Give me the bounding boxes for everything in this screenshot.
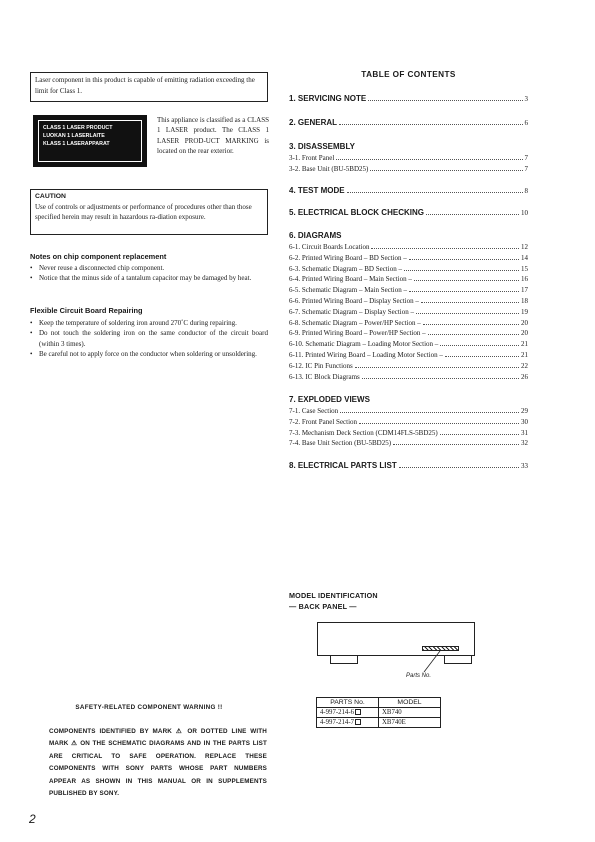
toc-entry-page: 18	[521, 297, 528, 305]
toc-entry-page: 31	[521, 428, 528, 437]
toc-entry[interactable]	[289, 243, 528, 251]
toc-entry-page: 21	[521, 351, 528, 359]
list-item: • Do not touch the soldering iron on the same conductor of the circuit board (within 3 times).	[30, 328, 268, 349]
leader-dots	[368, 95, 522, 101]
column-header: PARTS No.	[317, 698, 379, 708]
toc-entry[interactable]	[289, 118, 528, 127]
toc-entry[interactable]	[289, 308, 528, 316]
caution-box	[30, 189, 268, 235]
table-cell-part	[317, 718, 379, 728]
leader-dots	[336, 154, 522, 160]
toc-entry-label: 6-7. Schematic Diagram – Display Section –	[289, 307, 414, 316]
toc-entry[interactable]	[289, 319, 528, 327]
table-cell-part	[317, 708, 379, 718]
parts-number-leader-line	[418, 650, 448, 674]
toc-entry-label: 3-2. Base Unit (BU-5BD25)	[289, 165, 369, 173]
table-row	[317, 718, 441, 728]
panel-foot-left	[330, 656, 358, 664]
leader-dots	[440, 340, 519, 346]
table-cell-model: XB740	[379, 708, 441, 718]
toc-entry-label: 7-2. Front Panel Section	[289, 417, 358, 426]
toc-entry-label: 7-3. Mechanism Deck Section (CDM14FLS-5BD25)	[289, 428, 438, 437]
toc-entry[interactable]	[289, 208, 528, 217]
page-number: 2	[29, 812, 36, 826]
leader-dots	[393, 439, 519, 445]
checkbox-symbol-icon	[355, 719, 361, 725]
class1-laser-label	[33, 115, 147, 167]
toc-entry[interactable]	[289, 254, 528, 262]
toc-entry-page: 8	[524, 187, 528, 195]
toc-section-heading: 3. DISASSEMBLY	[289, 142, 355, 151]
flexible-board-title: Flexible Circuit Board Repairing	[30, 306, 143, 315]
leader-dots	[339, 119, 522, 125]
panel-foot-right	[444, 656, 472, 664]
toc-entry-page: 7	[524, 165, 528, 173]
leader-dots	[371, 243, 519, 249]
toc-entry-label: 6-5. Schematic Diagram – Main Section –	[289, 286, 407, 295]
toc-entry-page: 22	[521, 361, 528, 370]
laser-notice-text: Laser component in this product is capable of emitting radiation exceeding the limit for Class 1.	[35, 76, 255, 95]
leader-dots	[404, 265, 519, 271]
list-item: • Notice that the minus side of a tantalum capacitor may be damaged by heat.	[30, 273, 268, 283]
toc-entry-page: 10	[521, 209, 528, 217]
toc-entry[interactable]	[289, 154, 528, 162]
leader-dots	[414, 275, 519, 281]
toc-entry[interactable]	[289, 165, 528, 173]
toc-entry-page: 21	[521, 340, 528, 349]
toc-entry[interactable]	[289, 407, 528, 415]
toc-entry[interactable]	[289, 265, 528, 273]
toc-entry-label: 8. ELECTRICAL PARTS LIST	[289, 461, 397, 470]
list-item: • Keep the temperature of soldering iron around 270˚C during repairing.	[30, 318, 268, 328]
toc-entry-label: 6-4. Printed Wiring Board – Main Section –	[289, 275, 412, 284]
leader-dots	[362, 373, 519, 379]
leader-dots	[428, 329, 519, 335]
toc-entry-page: 16	[521, 275, 528, 284]
parts-no-label: Parts No.	[406, 673, 432, 679]
flexible-board-list	[30, 318, 268, 360]
leader-dots	[355, 362, 519, 368]
toc-entry[interactable]	[289, 275, 528, 283]
leader-dots	[409, 286, 519, 292]
toc-entry-page: 6	[524, 119, 528, 127]
toc-entry-label: 6-2. Printed Wiring Board – BD Section –	[289, 253, 407, 262]
leader-dots	[409, 254, 519, 260]
safety-warning-title: SAFETY-RELATED COMPONENT WARNING !!	[75, 704, 223, 711]
leader-dots	[445, 351, 519, 357]
table-cell-model: XB740E	[379, 718, 441, 728]
part-number: 4-997-214-7	[320, 719, 354, 726]
toc-entry-label: 7-4. Base Unit Section (BU-5BD25)	[289, 439, 392, 448]
leader-dots	[359, 418, 519, 424]
leader-dots	[416, 308, 519, 314]
toc-title: TABLE OF CONTENTS	[361, 70, 456, 79]
toc-entry[interactable]	[289, 429, 528, 437]
leader-dots	[440, 429, 519, 435]
leader-dots	[340, 407, 519, 413]
toc-entry-label: 6-11. Printed Wiring Board – Loading Motor Section –	[289, 351, 443, 359]
toc-entry-page: 26	[521, 372, 528, 381]
checkbox-symbol-icon	[355, 709, 361, 715]
toc-entry[interactable]	[289, 186, 528, 195]
leader-dots	[399, 462, 519, 468]
class1-laser-label-inner	[38, 120, 142, 162]
part-number: 4-997-214-6	[320, 709, 354, 716]
parts-model-table	[316, 697, 441, 728]
toc-entry[interactable]	[289, 362, 528, 370]
label-line: CLASS 1 LASER PRODUCT	[43, 125, 113, 131]
leader-dots	[426, 209, 519, 215]
toc-entry-page: 30	[521, 417, 528, 426]
toc-entry[interactable]	[289, 94, 528, 103]
toc-entry[interactable]	[289, 329, 528, 337]
toc-entry-page: 14	[521, 253, 528, 262]
toc-entry[interactable]	[289, 351, 528, 359]
toc-entry-page: 33	[521, 462, 528, 470]
toc-entry-page: 19	[521, 307, 528, 316]
toc-entry[interactable]	[289, 461, 528, 470]
toc-entry-page: 15	[521, 264, 528, 273]
class-notice-text: This appliance is classified as a CLASS 1 LASER product. The CLASS 1 LASER PROD-UCT MARKING is located on the rear exterior.	[157, 116, 269, 156]
toc-entry-page: 12	[521, 243, 528, 251]
toc-entry-label: 6-6. Printed Wiring Board – Display Section –	[289, 297, 419, 305]
chip-notes-list	[30, 263, 268, 284]
toc-section-heading: 6. DIAGRAMS	[289, 231, 342, 240]
toc-entry[interactable]	[289, 286, 528, 294]
toc-entry-label: 6-12. IC Pin Functions	[289, 361, 353, 370]
leader-dots	[370, 165, 522, 171]
toc-entry-label: 6-8. Schematic Diagram – Power/HP Section –	[289, 318, 421, 327]
laser-notice-box	[30, 72, 268, 102]
model-identification-title	[289, 590, 378, 612]
toc-entry-page: 7	[524, 154, 528, 162]
label-line: KLASS 1 LASERAPPARAT	[43, 141, 110, 147]
toc-entry[interactable]	[289, 340, 528, 348]
toc-entry-page: 32	[521, 439, 528, 448]
toc-entry-page: 17	[521, 286, 528, 295]
leader-dots	[347, 187, 523, 193]
toc-entry-page: 20	[521, 329, 528, 338]
toc-entry-label: 2. GENERAL	[289, 118, 338, 127]
column-header: MODEL	[379, 698, 441, 708]
caution-title: CAUTION	[35, 193, 66, 200]
toc-entry-page: 29	[521, 407, 528, 415]
toc-entry-page: 3	[524, 95, 528, 103]
toc-entry-label: 6-1. Circuit Boards Location	[289, 243, 370, 251]
chip-notes-title: Notes on chip component replacement	[30, 252, 167, 261]
list-item: • Be careful not to apply force on the conductor when soldering or unsoldering.	[30, 349, 268, 359]
leader-dots	[421, 297, 519, 303]
model-id-subheading: — BACK PANEL —	[289, 602, 357, 611]
safety-warning-text: COMPONENTS IDENTIFIED BY MARK ⚠ OR DOTTED LINE WITH MARK ⚠ ON THE SCHEMATIC DIAGRAMS AND IN THE PARTS LIST ARE CRITICAL TO SAFE OPERATION. REPLACE THESE COMPONENTS WITH SONY PARTS WHOSE PART NUMBERS APPEAR AS SHOWN IN THIS MANUAL OR IN SUPPLEMENTS PUBLISHED BY SONY.	[49, 728, 267, 798]
caution-text: Use of controls or adjustments or performance of procedures other than those specified herein may result in hazardous ra-diation exposure.	[35, 203, 252, 222]
toc-entry-label: 5. ELECTRICAL BLOCK CHECKING	[289, 208, 424, 217]
toc-entry[interactable]	[289, 373, 528, 381]
label-line: LUOKAN 1 LASERLAITE	[43, 133, 105, 139]
table-row	[317, 708, 441, 718]
toc-entry-label: 6-3. Schematic Diagram – BD Section –	[289, 264, 402, 273]
toc-entry-label: 4. TEST MODE	[289, 186, 345, 195]
toc-entry[interactable]	[289, 418, 528, 426]
toc-entry-label: 7-1. Case Section	[289, 407, 339, 415]
toc-entry[interactable]	[289, 439, 528, 447]
table-header-row	[317, 698, 441, 708]
toc-entry-label: 3-1. Front Panel	[289, 154, 335, 162]
toc-entry-label: 6-13. IC Block Diagrams	[289, 372, 360, 381]
model-id-heading: MODEL IDENTIFICATION	[289, 591, 378, 600]
toc-entry[interactable]	[289, 297, 528, 305]
toc-entry-label: 6-10. Schematic Diagram – Loading Motor Section –	[289, 340, 439, 349]
toc-entry-page: 20	[521, 318, 528, 327]
leader-dots	[423, 319, 519, 325]
toc-entry-label: 6-9. Printed Wiring Board – Power/HP Section –	[289, 329, 426, 338]
toc-section-heading: 7. EXPLODED VIEWS	[289, 395, 370, 404]
list-item: • Never reuse a disconnected chip component.	[30, 263, 268, 273]
toc-entry-label: 1. SERVICING NOTE	[289, 94, 367, 103]
